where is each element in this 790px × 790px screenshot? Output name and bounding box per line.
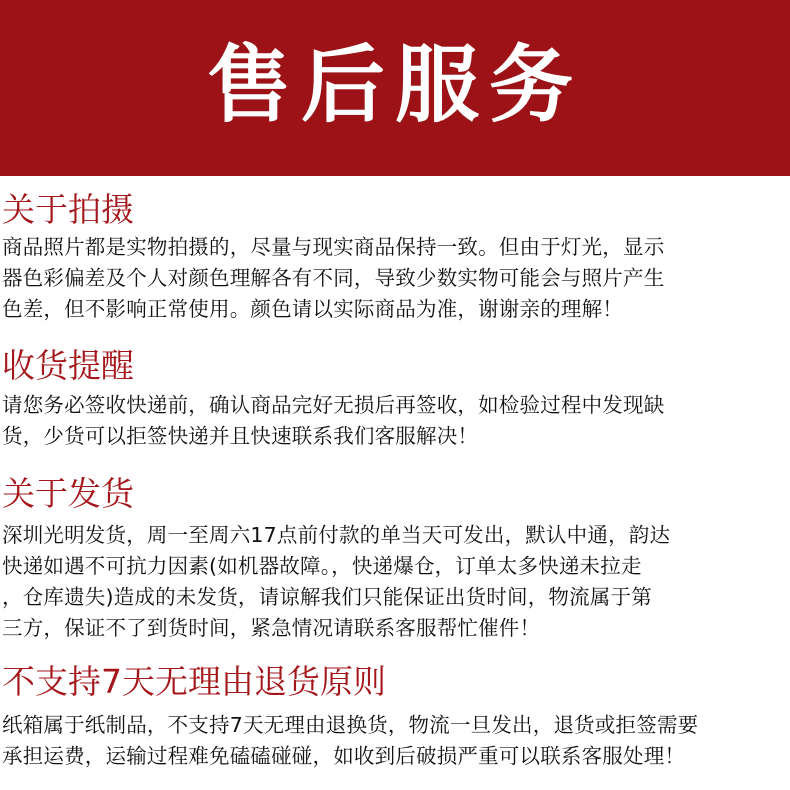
section-heading: 关于拍摄 (2, 190, 134, 229)
section-about-photos (0, 190, 790, 325)
body-line: 商品照片都是实物拍摄的，尽量与现实商品保持一致。但由于灯光，显示 (2, 235, 665, 259)
section-body (2, 232, 788, 325)
section-heading: 不支持7天无理由退货原则 (2, 662, 386, 701)
section-body (2, 710, 788, 772)
section-body (2, 390, 788, 452)
header-banner (0, 0, 790, 176)
section-about-shipping (0, 474, 790, 644)
body-line: ，仓库遗失)造成的未发货，请谅解我们只能保证出货时间，物流属于第 (2, 585, 652, 609)
body-line: 深圳光明发货，周一至周六17点前付款的单当天可发出，默认中通，韵达 (2, 523, 671, 547)
body-line: 色差，但不影响正常使用。颜色请以实际商品为准，谢谢亲的理解！ (2, 297, 623, 321)
section-body (2, 520, 788, 644)
body-line: 快递如遇不可抗力因素(如机器故障。，快递爆仓，订单太多快递未拉走 (2, 554, 642, 578)
body-line: 器色彩偏差及个人对颜色理解各有不同，导致少数实物可能会与照片产生 (2, 266, 665, 290)
body-line: 货，少货可以拒签快递并且快速联系我们客服解决！ (2, 424, 479, 448)
page-title: 售后服务 (206, 36, 583, 134)
section-heading: 关于发货 (2, 474, 134, 513)
body-line: 承担运费，运输过程难免磕磕碰碰，如收到后破损严重可以联系客服处理！ (2, 744, 686, 768)
section-delivery-reminder (0, 346, 790, 452)
body-line: 纸箱属于纸制品，不支持7天无理由退换货，物流一旦发出，退货或拒签需要 (2, 713, 699, 737)
body-line: 请您务必签收快递前，确认商品完好无损后再签收，如检验过程中发现缺 (2, 393, 665, 417)
body-line: 三方，保证不了到货时间，紧急情况请联系客服帮忙催件！ (2, 616, 541, 640)
section-heading: 收货提醒 (2, 346, 134, 385)
section-no-return-policy (0, 662, 790, 772)
